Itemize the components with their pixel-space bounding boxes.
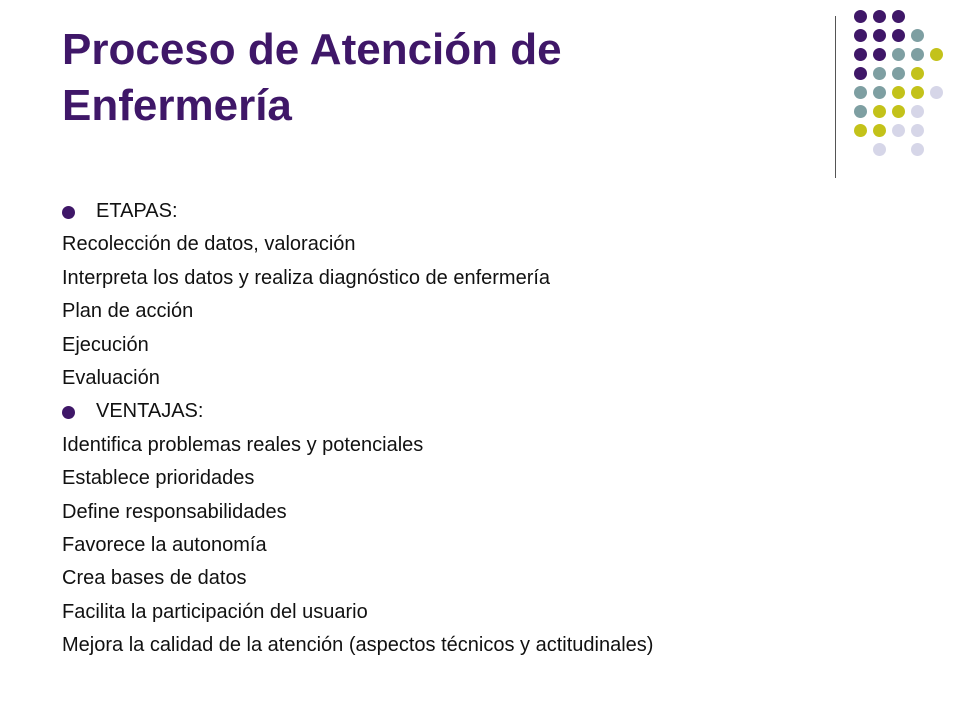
- decorative-dot: [873, 48, 886, 61]
- decorative-dot: [854, 67, 867, 80]
- section-heading-ventajas: [62, 395, 942, 428]
- list-item: Plan de acción: [62, 300, 194, 323]
- list-item: Evaluación: [62, 367, 160, 390]
- list-item: Interpreta los datos y realiza diagnóstico de enfermería: [62, 266, 551, 289]
- decorative-dot: [854, 10, 867, 23]
- decorative-dot: [911, 29, 924, 42]
- decorative-dot: [854, 105, 867, 118]
- list-item: Establece prioridades: [62, 467, 255, 490]
- decorative-dot: [892, 29, 905, 42]
- decorative-dot: [911, 48, 924, 61]
- decorative-dot: [892, 67, 905, 80]
- decorative-dot: [911, 143, 924, 156]
- bullet-dot-icon: [62, 206, 75, 219]
- decorative-dot: [892, 105, 905, 118]
- decorative-dot: [873, 124, 886, 137]
- decorative-dot: [892, 86, 905, 99]
- decorative-dot: [873, 105, 886, 118]
- decorative-dot: [873, 67, 886, 80]
- decorative-dot: [873, 143, 886, 156]
- decorative-dot: [873, 86, 886, 99]
- decorative-dot: [911, 105, 924, 118]
- decorative-dot: [892, 124, 905, 137]
- decorative-dot: [854, 124, 867, 137]
- decorative-dot: [930, 48, 943, 61]
- section-heading-etapas: [62, 195, 942, 228]
- decorative-dot: [911, 124, 924, 137]
- section-heading-text: ETAPAS:: [96, 200, 178, 222]
- slide-title-line-1: Proceso de Atención de: [62, 25, 562, 74]
- decorative-dot: [873, 10, 886, 23]
- list-item: Crea bases de datos: [62, 567, 247, 590]
- decorative-dot: [854, 86, 867, 99]
- decorative-dot: [892, 10, 905, 23]
- slide-body: [62, 195, 942, 663]
- list-item: Recolección de datos, valoración: [62, 233, 356, 256]
- decorative-dot: [911, 67, 924, 80]
- slide-title-line-2: Enfermería: [62, 81, 292, 130]
- list-item: Mejora la calidad de la atención (aspectos técnicos y actitudinales): [62, 634, 654, 657]
- decorative-dot: [892, 48, 905, 61]
- list-item: Facilita la participación del usuario: [62, 600, 368, 623]
- section-heading-text: VENTAJAS:: [96, 400, 204, 423]
- list-item: Identifica problemas reales y potenciales: [62, 433, 424, 456]
- list-item: Ejecución: [62, 333, 149, 356]
- bullet-dot-icon: [62, 406, 75, 419]
- decorative-dot: [854, 29, 867, 42]
- decorative-dot: [930, 86, 943, 99]
- decorative-dot-grid: [0, 0, 960, 200]
- decorative-dot: [911, 86, 924, 99]
- decorative-dot: [854, 48, 867, 61]
- list-item: Define responsabilidades: [62, 500, 287, 523]
- decorative-dot: [873, 29, 886, 42]
- list-item: Favorece la autonomía: [62, 534, 267, 557]
